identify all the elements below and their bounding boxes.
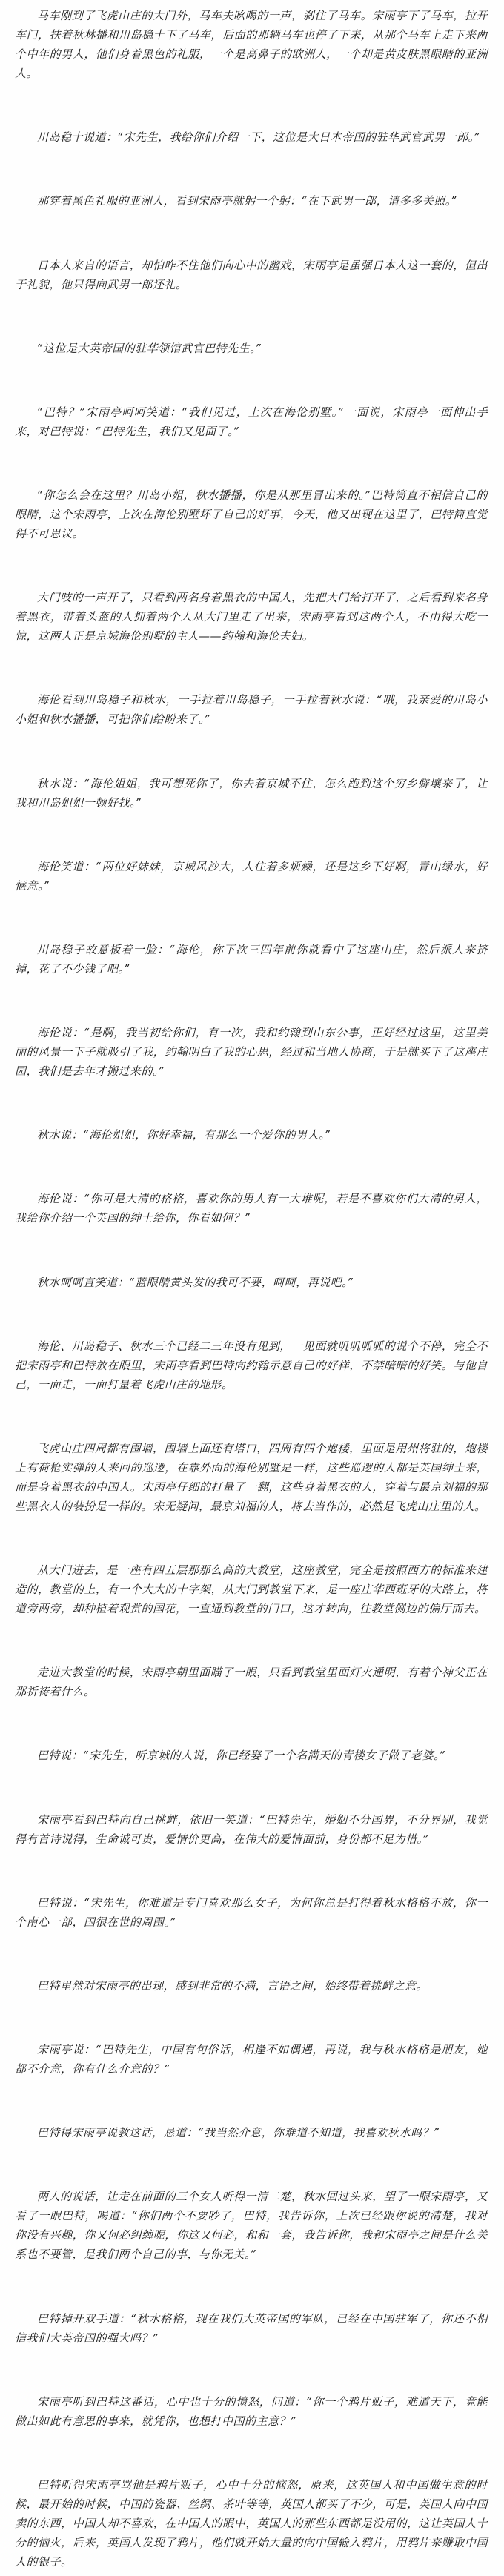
paragraph: 秋水说：“海伦姐姐，我可想死你了，你去着京城不住，怎么跑到这个穷乡僻壤来了，让我和川岛姐姐一顿好找。”: [15, 776, 488, 809]
paragraph: 宋雨亭说：“巴特先生，中国有句俗话，相逢不如偶遇，再说，我与秋水格格是朋友，她都不介意，你有什么介意的？”: [15, 2043, 488, 2076]
paragraph: 川岛稳子故意板着一脸：“海伦，你下次三四年前你就看中了这座山庄，然后派人来挤掉，花了不少钱了吧。”: [15, 942, 488, 976]
paragraph: “你怎么会在这里？川岛小姐，秋水播播，你是从那里冒出来的。”巴特简直不相信自己的眼睛，这个宋雨亭，上次在海伦别墅坏了自己的好事，今天，他又出现在这里了，巴特简直觉得不可思议。: [15, 489, 488, 541]
paragraph: 巴特掉开双手道：“秋水格格，现在我们大英帝国的军队，已经在中国驻军了，你还不相信我们大英帝国的强大吗？”: [15, 2311, 488, 2345]
paragraph: 日本人来自的语言，却怕咋不住他们向心中的幽戏，宋雨亭是虽强日本人这一套的，但出于礼貌，他只得向武男一郎还礼。: [15, 258, 488, 291]
paragraph: 宋雨亭听到巴特这番话，心中也十分的愤怒，问道：“你一个鸦片贩子，难道天下，竟能做出如此有意思的事来，就凭你，也想打中国的主意？”: [15, 2394, 488, 2428]
paragraph: 秋水呵呵直笑道：“蓝眼睛黄头发的我可不要，呵呵，再说吧。”: [37, 1275, 354, 1289]
paragraph: 巴特里然对宋雨亭的出现，感到非常的不满，言语之间，始终带着挑衅之意。: [37, 1979, 428, 1993]
paragraph: 海伦笑道：“两位好妹妹，京城风沙大，人住着多烦燥，还是这乡下好啊，青山绿水，好惬意。”: [15, 859, 488, 893]
paragraph: 海伦说：“你可是大清的格格，喜欢你的男人有一大堆呢，若是不喜欢你们大清的男人，我给你介绍一个英国的绅士给你，你看如何？”: [15, 1192, 488, 1225]
paragraph: 那穿着黑色礼服的亚洲人，看到宋雨亭就躬一个躬：“在下武男一郎，请多多关照。”: [37, 194, 457, 208]
paragraph: 飞虎山庄四周都有围墙，围墙上面还有塔口，四周有四个炮楼，里面是用州将驻的，炮楼上有荷枪实弹的人来回的巡逻，在靠外面的海伦别墅是一样，这些巡逻的人都是英国绅士来，而是身着黑衣的中国人。宋雨亭仔细的打量了一翻，这些身着黑衣的人，穿着与最京刘福的那些黑衣人的装扮是一样的。宋无疑问，最京刘福的人，将去当作的，必然是飞虎山庄里的人。: [15, 1441, 488, 1513]
paragraph: 走进大教堂的时候，宋雨亭朝里面瞄了一眼，只看到教堂里面灯火通明，有着个神父正在那祈祷着什么。: [15, 1666, 488, 1699]
paragraph: 巴特听得宋雨亭骂他是鸦片贩子，心中十分的恼怒，原来，这英国人和中国做生意的时候，最开始的时候，中国的瓷器、丝绸、茶叶等等，英国人都买了不少，可是，英国人向中国卖的东西，中国人却不喜欢，在中国人的眼中，英国人的那些东西都是没用的，这让英国人十分的恼火，后来，英国人发现了鸦片，他们就开始大量的向中国输入鸦片，用鸦片来赚取中国人的银子。: [15, 2477, 488, 2569]
paragraph: 马车刚到了飞虎山庄的大门外，马车夫吆喝的一声，刹住了马车。宋雨亭下了马车，拉开车门，扶着秋林播和川岛稳十下了马车，后面的那辆马车也停了下来，从那个马车上走下来两个中年的男人，他们身着黑色的礼服，一个是高鼻子的欧洲人，一个却是黄皮肤黑眼睛的亚洲人。: [15, 9, 488, 80]
paragraph: 巴特说：“宋先生，你难道是专门喜欢那么女子，为何你总是打得着秋水格格不放，你一个南心一部，国很在世的周围。”: [15, 1895, 488, 1929]
paragraph: 海伦说：“是啊，我当初给你们，有一次，我和约翰到山东公事，正好经过这里，这里美丽的风景一下子就吸引了我，约翰明白了我的心思，经过和当地人协商，于是就买下了这座庄园，我们是去年才搬过来的。”: [15, 1026, 488, 1079]
paragraph: 从大门进去，是一座有四五层那那么高的大教堂，这座教堂，完全是按照西方的标准来建造的，教堂的上，有一个大大的十字架，从大门到教堂下来，是一座庄华西班牙的大路上，将道旁两旁，却种植着观赏的国花，一直通到教堂的门口，这才转向，往教堂侧边的偏厅而去。: [15, 1563, 488, 1616]
paragraph: “巴特？”宋雨亭呵呵笑道：“我们见过，上次在海伦别墅。”一面说，宋雨亭一面伸出手来，对巴特说：“巴特先生，我们又见面了。”: [15, 405, 488, 438]
paragraph: 巴特说：“宋先生，听京城的人说，你已经娶了一个名满天的青楼女子做了老婆。”: [37, 1749, 446, 1763]
paragraph: 大门吱的一声开了，只看到两名身着黑衣的中国人，先把大门给打开了，之后看到来名身着黑衣，带着头盔的人拥着两个人从大门里走了出来，宋雨亭看到这两个人，不由得大吃一惊，这两人正是京城海伦别墅的主人——约翰和海伦夫妇。: [15, 591, 488, 643]
paragraph: “这位是大英帝国的驻华领馆武官巴特先生。”: [37, 341, 262, 355]
paragraph: 两人的说话，让走在前面的三个女人听得一清二楚，秋水回过头来，望了一眼宋雨亭，又看了一眼巴特，喝道：“你们两个不要吵了，巴特，我告诉你，上次已经跟你说的清楚，我对你没有兴趣，你又何必纠缠呢，你这又何必，和和一套，我告诉你，我和宋雨亭之间是什么关系也不要管，是我们两个自己的事，与你无关。”: [15, 2190, 488, 2262]
paragraph: 海伦、川岛稳子、秋水三个已经二三年没有见到，一见面就叽叽呱呱的说个不停，完全不把宋雨亭和巴特放在眼里，宋雨亭看到巴特向约翰示意自己的好样，不禁暗暗的好笑。与他自己，一面走，一面打量着飞虎山庄的地形。: [15, 1339, 488, 1391]
paragraph: 宋雨亭看到巴特向自己挑衅，依旧一笑道：“巴特先生，婚姻不分国界，不分界别，我觉得有首诗说得，生命诚可贵，爱情价更高，在伟大的爱情面前，身份都不足为惜。”: [15, 1812, 488, 1846]
paragraph: 川岛稳十说道：“宋先生，我给你们介绍一下，这位是大日本帝国的驻华武官武男一郎。”: [37, 130, 480, 145]
paragraph: 巴特得宋雨亭说教这话，恳道：“我当然介意，你难道不知道，我喜欢秋水吗？”: [37, 2126, 440, 2140]
paragraph: 秋水说：“海伦姐姐，你好幸福，有那么一个爱你的男人。”: [37, 1128, 331, 1142]
paragraph: 海伦看到川岛稳子和秋水，一手拉着川岛稳子，一手拉着秋水说：“哦，我亲爱的川岛小小姐和秋水播播，可把你们给盼来了。”: [15, 693, 488, 726]
